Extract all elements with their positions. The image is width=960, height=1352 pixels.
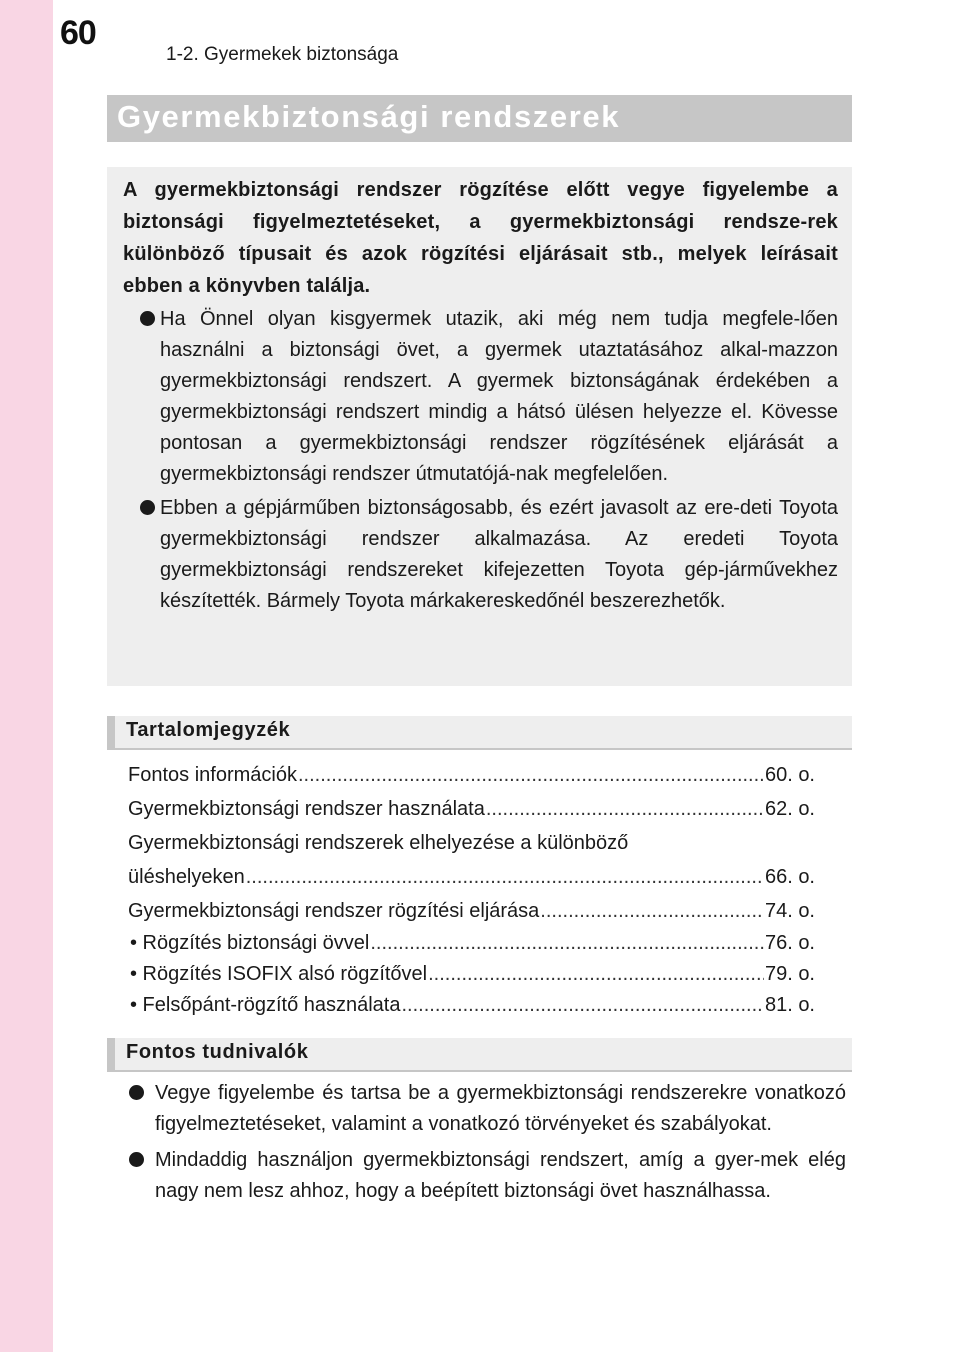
page-title: Gyermekbiztonsági rendszerek xyxy=(117,99,621,134)
notes-heading: Fontos tudnivalók xyxy=(126,1041,309,1063)
toc-leader xyxy=(486,792,764,826)
note-bullet xyxy=(107,1145,852,1207)
toc-leader xyxy=(402,990,764,1021)
bullet-dot-icon xyxy=(129,1152,144,1167)
toc-item-title: • Felsőpánt-rögzítő használata xyxy=(130,994,401,1016)
toc-item-page: 62. o. xyxy=(764,798,815,820)
toc-heading-bar xyxy=(107,716,852,750)
intro-bullet-text: Ha Önnel olyan kisgyermek utazik, aki még nem tudja megfele-lően használni a biztonsági övet, a gyermek utaztatásához alkal-mazzon gyermekbiztonsági rendszert. A gyermek biztonságának érdekében a gyermekbiztonsági rendszert mindig a hátsó ülésen helyezze el. Kövesse pontosan a gyermekbiztonsági rendszer rögzítésének eljárását a gyermekbiztonsági rendszer útmutatójá-nak megfelelően. xyxy=(160,308,838,485)
toc-item-page: 60. o. xyxy=(764,764,815,786)
toc-item-title: • Rögzítés biztonsági övvel xyxy=(130,932,370,954)
toc-item-title: üléshelyeken xyxy=(128,866,245,888)
table-of-contents xyxy=(128,758,815,1021)
toc-item-page: 76. o. xyxy=(764,932,815,954)
toc-item-title: Fontos információk xyxy=(128,764,297,786)
bullet-dot-icon xyxy=(140,500,155,515)
side-thumb-strip xyxy=(0,0,53,1352)
toc-item-page: 66. o. xyxy=(764,866,815,888)
toc-item-title-line1: Gyermekbiztonsági rendszerek elhelyezése a különböző xyxy=(128,832,629,854)
intro-lead: A gyermekbiztonsági rendszer rögzítése előtt vegye figyelembe a biztonsági figyelmeztetéseket, a gyermekbiztonsági rendsze-rek különböző típusait és azok rögzítési eljárásait stb., melyek leírásait ebben a könyvben találja. xyxy=(123,179,838,297)
notes-heading-bar xyxy=(107,1038,852,1072)
toc-item-page: 81. o. xyxy=(764,994,815,1016)
bullet-dot-icon xyxy=(129,1085,144,1100)
important-notes xyxy=(107,1078,852,1207)
toc-leader xyxy=(246,860,764,894)
toc-heading: Tartalomjegyzék xyxy=(126,719,291,741)
toc-subitem[interactable] xyxy=(128,990,815,1021)
toc-subitem[interactable] xyxy=(128,959,815,990)
toc-leader xyxy=(428,959,764,990)
page-number: 60 xyxy=(60,14,96,52)
running-head: 1-2. Gyermekek biztonsága xyxy=(166,44,399,65)
note-bullet xyxy=(107,1078,852,1140)
toc-item[interactable] xyxy=(128,792,815,826)
toc-item-title: Gyermekbiztonsági rendszer rögzítési eljárása xyxy=(128,900,540,922)
toc-item-title: • Rögzítés ISOFIX alsó rögzítővel xyxy=(130,963,428,985)
toc-subitem[interactable] xyxy=(128,928,815,959)
intro-bullet xyxy=(123,493,838,617)
note-bullet-text: Mindaddig használjon gyermekbiztonsági rendszert, amíg a gyer-mek elég nagy nem lesz ahhoz, hogy a beépített biztonsági övet használhassa. xyxy=(155,1149,846,1202)
toc-item-page: 79. o. xyxy=(764,963,815,985)
title-bar xyxy=(107,95,852,142)
toc-item[interactable] xyxy=(128,894,815,928)
intro-box xyxy=(107,167,852,686)
toc-item-page: 74. o. xyxy=(764,900,815,922)
toc-item[interactable] xyxy=(128,758,815,792)
heading-accent-bar xyxy=(107,716,115,748)
toc-item[interactable] xyxy=(128,826,815,894)
intro-bullet-text: Ebben a gépjárműben biztonságosabb, és ezért javasolt az ere-deti Toyota gyermekbiztonsági rendszer alkalmazása. Az eredeti Toyota gyermekbiztonsági rendszereket kifejezetten Toyota gép-járművekhez készítették. Bármely Toyota márkakereskedőnél beszerezhetők. xyxy=(160,497,838,612)
intro-bullet xyxy=(123,304,838,490)
toc-leader xyxy=(298,758,764,792)
note-bullet-text: Vegye figyelembe és tartsa be a gyermekbiztonsági rendszerekre vonatkozó figyelmeztetéseket, valamint a vonatkozó törvényeket és szabályokat. xyxy=(155,1082,846,1135)
bullet-dot-icon xyxy=(140,311,155,326)
toc-leader xyxy=(540,894,764,928)
toc-leader xyxy=(370,928,764,959)
heading-accent-bar xyxy=(107,1038,115,1070)
toc-item-title: Gyermekbiztonsági rendszer használata xyxy=(128,798,485,820)
